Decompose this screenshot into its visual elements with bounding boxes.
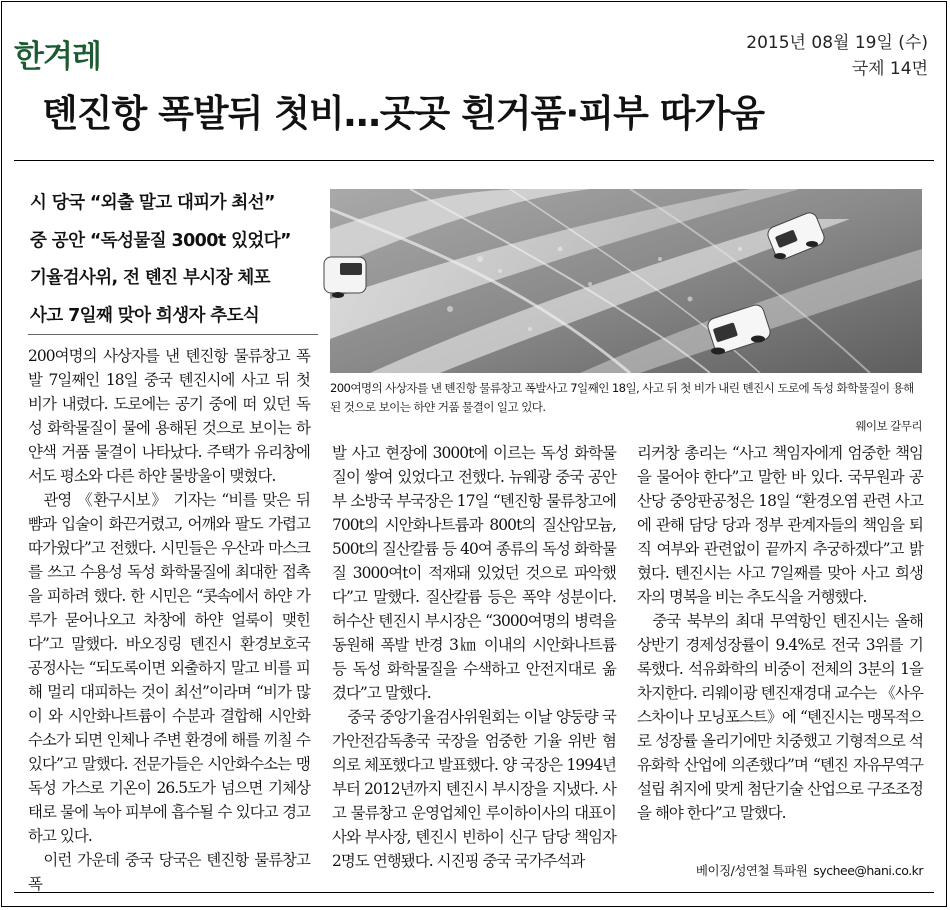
byline	[637, 861, 923, 879]
paragraph: 중국 북부의 최대 무역항인 톈진시는 올해 상반기 경제성장률이 9.4%로 전국 3위를 기록했다. 석유화학의 비중이 전체의 3분의 1을 차지한다. 리웨이광 톈진재경대 교수는 《사우스차이나 모닝포스트》에 “톈진시는 맹목적으로 성장률 올리기에만 치중했고 기형적으로 석유화학 산업에 의존했다”며 “톈진 자유무역구 설립 취지에 맞게 첨단기술 산업으로 구조조정을 해야 한다”고 말했다.	[637, 612, 923, 822]
subheading: 시 당국 “외출 말고 대피가 최선”	[30, 193, 275, 213]
paragraph: 발 사고 현장에 3000t에 이르는 독성 화학물질이 쌓여 있었다고 전했다. 뉴웨광 중국 공안부 소방국 부국장은 17일 “톈진항 물류창고에 700t의 시안화나트륨과 800t의 질산암모늄, 500t의 질산칼륨 등 40여 종류의 독성 화학물질 3000여t이 적재돼 있었던 것으로 파악했다”고 말했다. 질산칼륨 등은 폭약 성분이다. 허수산 톈진시 부시장은 “3000여명의 병력을 동원해 폭발 반경 3㎞ 이내의 시안화나트륨 등 독성 화학물질을 수색하고 안전지대로 옮겼다”고 말했다.	[332, 444, 616, 702]
paragraph: 이런 가운데 중국 당국은 톈진항 물류창고 폭	[28, 851, 310, 893]
subheading: 사고 7일째 맞아 희생자 추도식	[30, 305, 260, 326]
reporter-name: 베이징/성연철 특파원	[695, 863, 808, 878]
caption-text: 200여명의 사상자를 낸 톈진항 물류창고 폭발사고 7일째인 18일, 사고 뒤 첫 비가 내린 톈진시 도로에 독성 화학물질이 용해된 것으로 보이는 하얀 거품 물결이 일고 있다.	[330, 381, 914, 414]
van-left	[324, 257, 366, 298]
news-photo	[330, 189, 922, 373]
article-column-2	[332, 441, 616, 883]
subheading: 기율검사위, 전 톈진 부시장 체포	[30, 268, 270, 288]
subheadings	[30, 185, 320, 335]
reporter-email: sychee@hani.co.kr	[813, 863, 923, 878]
article-column-3	[637, 441, 923, 859]
paragraph: 200여명의 사상자를 낸 톈진항 물류창고 폭발 7일째인 18일 중국 톈진시에 사고 뒤 첫 비가 내렸다. 도로에는 공기 중에 떠 있던 독성 화학물질이 물에 용해된 것으로 보이는 하얀색 거품 물결이 나타났다. 주택가 유리창에서도 평소와 다른 하얀 물방울이 맺혔다.	[28, 347, 310, 485]
subheading: 중 공안 “독성물질 3000t 있었다”	[30, 230, 291, 251]
paragraph: 중국 중앙기율검사위원회는 이날 양둥량 국가안전감독총국 국장을 엄중한 기율 위반 혐의로 체포했다고 발표했다. 양 국장은 1994년부터 2012년까지 톈진시 부시장을 지냈다. 사고 물류창고 운영업체인 루이하이사의 대표이사와 부사장, 톈진시 빈하이 신구 담당 책임자 2명도 연행됐다. 시진핑 중국 국가주석과	[332, 708, 616, 870]
bottom-rule	[14, 892, 934, 893]
publication-date: 2015년 08월 19일 (수)	[746, 33, 928, 53]
photo-caption	[330, 379, 922, 436]
section-page: 국제 14면	[851, 59, 928, 79]
headline-divider	[14, 160, 934, 161]
newspaper-logo: 한겨레	[14, 39, 101, 75]
article-column-1	[28, 344, 310, 893]
edition-info	[746, 30, 928, 82]
photo-credit: 웨이보 갈무리	[855, 419, 922, 433]
subheading-divider	[28, 334, 318, 335]
headline: 톈진항 폭발뒤 첫비…곳곳 흰거품·피부 따가움	[42, 92, 764, 135]
paragraph: 리커창 총리는 “사고 책임자에게 엄중한 책임을 물어야 한다”고 말한 바 있다. 국무원과 공산당 중앙판공청은 18일 “환경오염 관련 사고에 관해 담당 당과 정부 관계자들의 책임을 퇴직 여부와 관련없이 끝까지 추궁하겠다”고 밝혔다. 톈진시는 사고 7일째를 맞아 사고 희생자의 명복을 비는 추도식을 거행했다.	[637, 444, 923, 606]
paragraph: 관영 《환구시보》 기자는 “비를 맞은 뒤 뺨과 입술이 화끈거렸고, 어깨와 팔도 가렵고 따가웠다”고 전했다. 시민들은 우산과 마스크를 쓰고 수용성 독성 화학물질에 최대한 접촉을 피하려 했다. 한 시민은 “콧속에서 하얀 가루가 묻어나오고 차창에 하얀 얼룩이 맺힌다”고 말했다. 바오징링 톈진시 환경보호국 공정사는 “되도록이면 외출하지 말고 비를 피해 멀리 대피하는 것이 최선”이라며 “비가 많이 와 시안화나트륨이 수분과 결합해 시안화수소가 되면 인체나 주변 환경에 해를 끼칠 수 있다”고 말했다. 전문가들은 시안화수소는 맹독성 가스로 기온이 26.5도가 넘으면 기체상태로 물에 녹아 피부에 흡수될 수 있다고 경고하고 있다.	[28, 491, 310, 845]
